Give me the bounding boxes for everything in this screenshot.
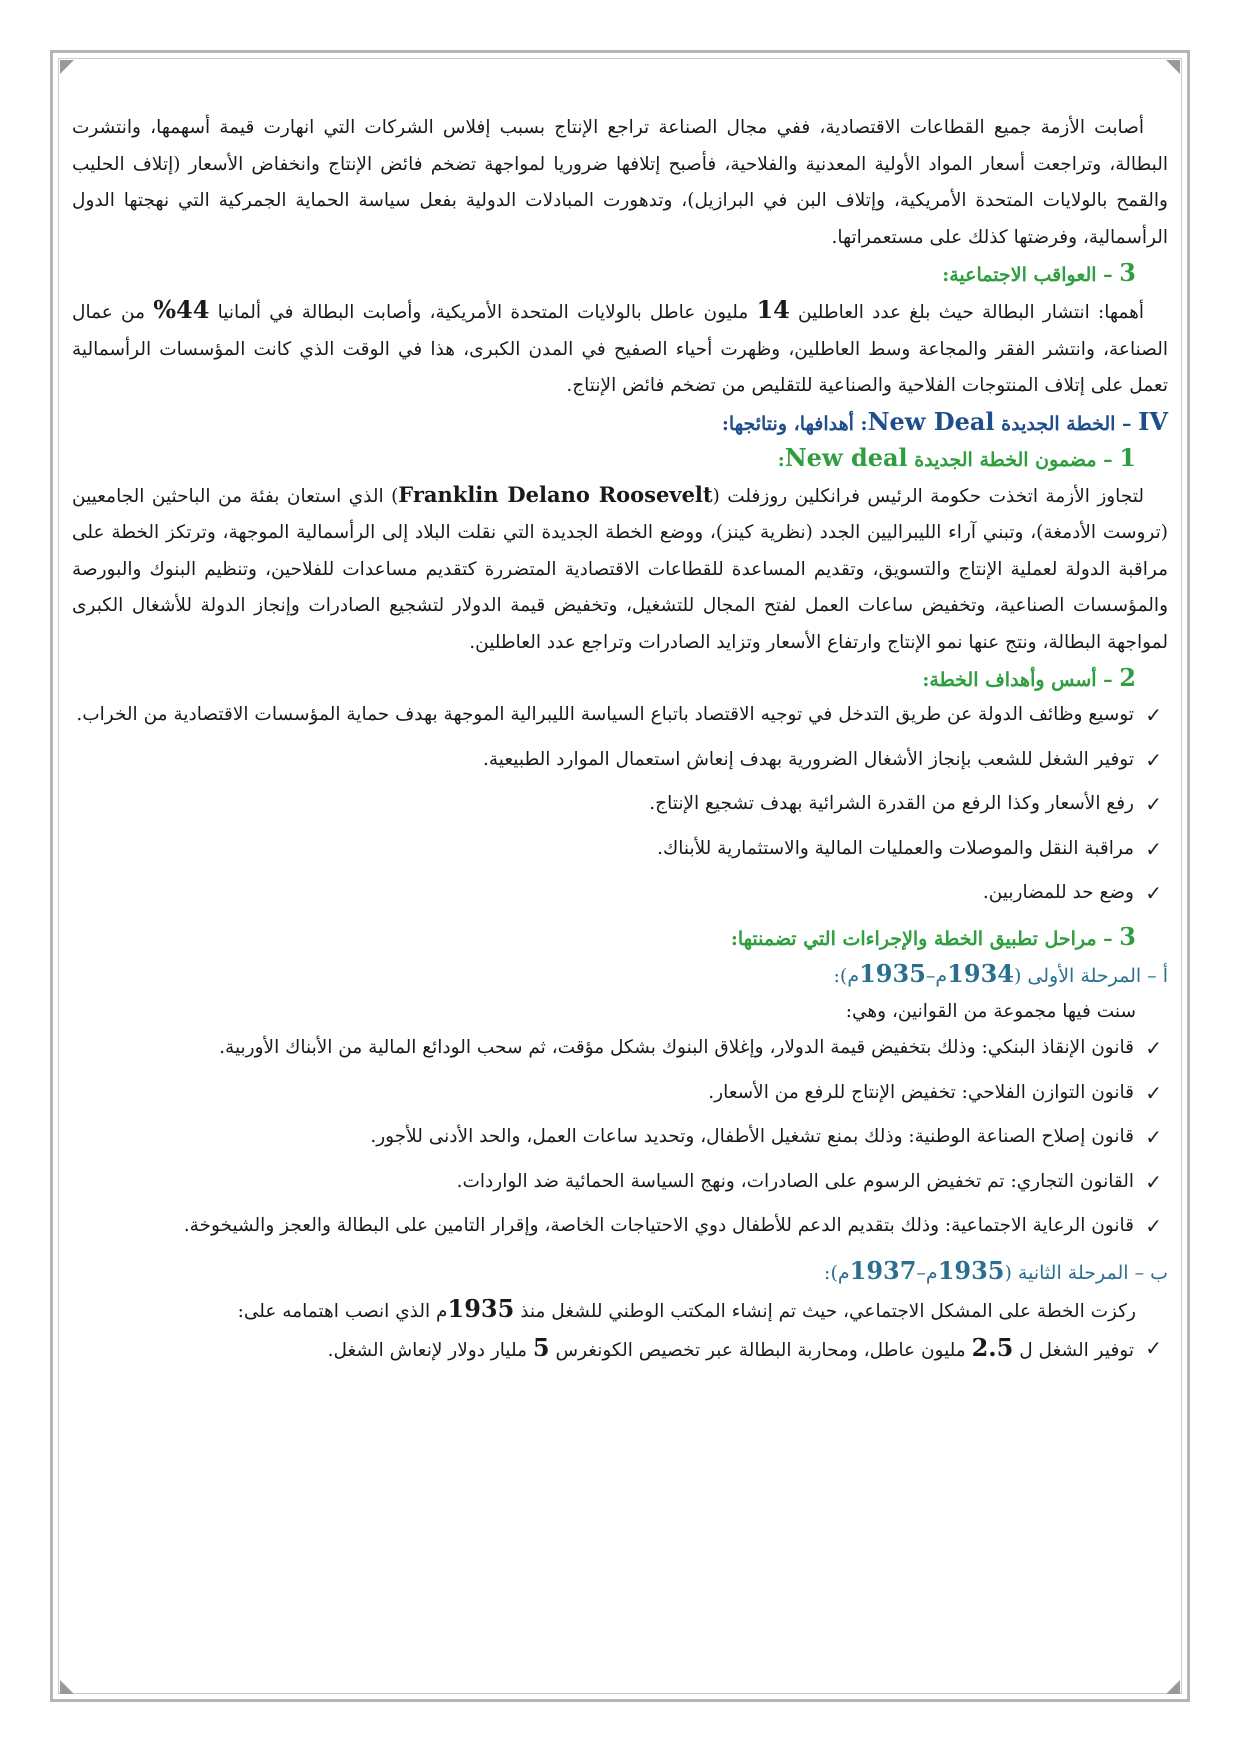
laws-list	[72, 1030, 1168, 1245]
list-item: ✓ توفير الشغل ل 2.5 مليون عاطل، ومحاربة البطالة عبر تخصيص الكونغرس 5 مليار دولار لإنعاش الشغل.	[72, 1330, 1168, 1370]
check-icon: ✓	[1145, 1336, 1162, 1360]
list-item: ✓ رفع الأسعار وكذا الرفع من القدرة الشرائية بهدف تشجيع الإنتاج.	[72, 786, 1168, 823]
corner-ornament-bottom-right	[1166, 1680, 1180, 1694]
corner-ornament-top-right	[1166, 60, 1180, 74]
corner-ornament-bottom-left	[60, 1680, 74, 1694]
check-icon: ✓	[1145, 747, 1162, 772]
check-icon: ✓	[1145, 792, 1162, 816]
list-item: ✓ توفير الشغل للشعب بإنجاز الأشغال الضرورية بهدف إنعاش استعمال الموارد الطبيعية.	[72, 742, 1168, 779]
stage-one-intro: سنت فيها مجموعة من القوانين، وهي:	[845, 1000, 1136, 1022]
list-item: ✓ قانون الإنقاذ البنكي: وذلك بتخفيض قيمة الدولار، وإغلاق البنوك بشكل مؤقت، ثم سحب الودائع المالية من الأبناك الأوربية.	[72, 1030, 1168, 1067]
paragraph-social-consequences: أهمها: انتشار البطالة حيث بلغ عدد العاطلين 14 مليون عاطل بالولايات المتحدة الأمريكية، وأصابت البطالة في ألمانيا 44% من عمال الصناعة، وانتشر الفقر والمجاعة وسط العاطلين، وظهرت أحياء الصفيح في المدن الكبرى، هذا في الوقت الذي كانت المؤسسات الرأسمالية تعمل على إتلاف المنتوجات الفلاحية والصناعية للتقليص من تضخم فائض الإنتاج.	[72, 295, 1168, 396]
stage-two-list	[72, 1330, 1168, 1370]
document-body	[72, 110, 1168, 1378]
paragraph-new-deal-content: لتجاوز الأزمة اتخذت حكومة الرئيس فرانكلين روزفلت (Franklin Delano Roosevelt) الذي استعان بفئة من الباحثين الجامعيين (تروست الأدمغة)، وتبني آراء الليبراليين الجدد (نظرية كينز)، ووضع الخطة الجديدة التي نقلت البلاد إلى الرأسمالية الموجهة، وترتكز الخطة على مراقبة الدولة لعملية الإنتاج والتسويق، وتقديم المساعدة للقطاعات الاقتصادية المتضررة كتقديم مساعدات للفلاحين، وتنظيم البنوك والبورصة والمؤسسات الصناعية، وتخفيض ساعات العمل لفتح المجال للتشغيل، وتخفيض قيمة الدولار لتشجيع الصادرات وإنجاز الدولة للأشغال الكبرى لمواجهة البطالة، ونتج عنها نمو الإنتاج وارتفاع الأسعار وتزايد الصادرات وتراجع عدد العاطلين.	[72, 481, 1168, 653]
paragraph-crisis-effects: أصابت الأزمة جميع القطاعات الاقتصادية، ففي مجال الصناعة تراجع الإنتاج بسبب إفلاس الشركات التي انهارت قيمة أسهمها، وانتشرت البطالة، وتراجعت أسعار المواد الأولية المعدنية والفلاحية، فأصبح إتلافها ضروريا لمواجهة تضخم فائض الإنتاج وانخفاض الأسعار (إتلاف الحليب والقمح بالولايات المتحدة الأمريكية، وإتلاف البن في البرازيل)، وتدهورت المبادلات الدولية بفعل سياسة الحماية الجمركية التي نهجتها الدول الرأسمالية، وفرضتها كذلك على مستعمراتها.	[72, 117, 1168, 248]
heading-stage-one: أ – المرحلة الأولى (1934م–1935م):	[833, 958, 1168, 988]
list-item: ✓ قانون التوازن الفلاحي: تخفيض الإنتاج للرفع من الأسعار.	[72, 1075, 1168, 1112]
heading-new-deal-content: 1 – مضمون الخطة الجديدة New deal:	[777, 442, 1136, 472]
check-icon: ✓	[1145, 1169, 1162, 1194]
heading-new-deal: IV – الخطة الجديدة New Deal: أهدافها، ونتائجها:	[721, 406, 1168, 436]
check-icon: ✓	[1145, 703, 1162, 727]
list-item: ✓ وضع حد للمضاربين.	[72, 875, 1168, 912]
list-item: ✓ القانون التجاري: تم تخفيض الرسوم على الصادرات، ونهج السياسة الحمائية ضد الواردات.	[72, 1164, 1168, 1201]
stage-two-intro: ركزت الخطة على المشكل الاجتماعي، حيث تم إنشاء المكتب الوطني للشغل منذ 1935م الذي انصب اهتمامه على:	[237, 1293, 1136, 1323]
heading-social-consequences: 3 – العواقب الاجتماعية:	[942, 258, 1136, 287]
corner-ornament-top-left	[60, 60, 74, 74]
check-icon: ✓	[1145, 1080, 1162, 1105]
heading-plan-stages: 3 – مراحل تطبيق الخطة والإجراءات التي تضمنتها:	[730, 921, 1136, 951]
check-icon: ✓	[1145, 881, 1162, 905]
check-icon: ✓	[1145, 1214, 1162, 1238]
heading-stage-two: ب – المرحلة الثانية (1935م–1937م):	[824, 1255, 1168, 1285]
list-item: ✓ توسيع وظائف الدولة عن طريق التدخل في توجيه الاقتصاد باتباع السياسة الليبرالية الموجهة بهدف حماية المؤسسات الاقتصادية من الخراب.	[72, 697, 1168, 734]
check-icon: ✓	[1145, 836, 1162, 861]
list-item: ✓ قانون الرعاية الاجتماعية: وذلك بتقديم الدعم للأطفال دوي الاحتياجات الخاصة، وإقرار التامين على البطالة والعجز والشيخوخة.	[72, 1208, 1168, 1245]
goals-list	[72, 697, 1168, 912]
heading-plan-goals: 2 – أسس وأهداف الخطة:	[922, 663, 1136, 692]
list-item: ✓ قانون إصلاح الصناعة الوطنية: وذلك بمنع تشغيل الأطفال، وتحديد ساعات العمل، والحد الأدنى للأجور.	[72, 1119, 1168, 1156]
check-icon: ✓	[1145, 1125, 1162, 1149]
check-icon: ✓	[1145, 1036, 1162, 1060]
list-item: ✓ مراقبة النقل والموصلات والعمليات المالية والاستثمارية للأبناك.	[72, 831, 1168, 868]
